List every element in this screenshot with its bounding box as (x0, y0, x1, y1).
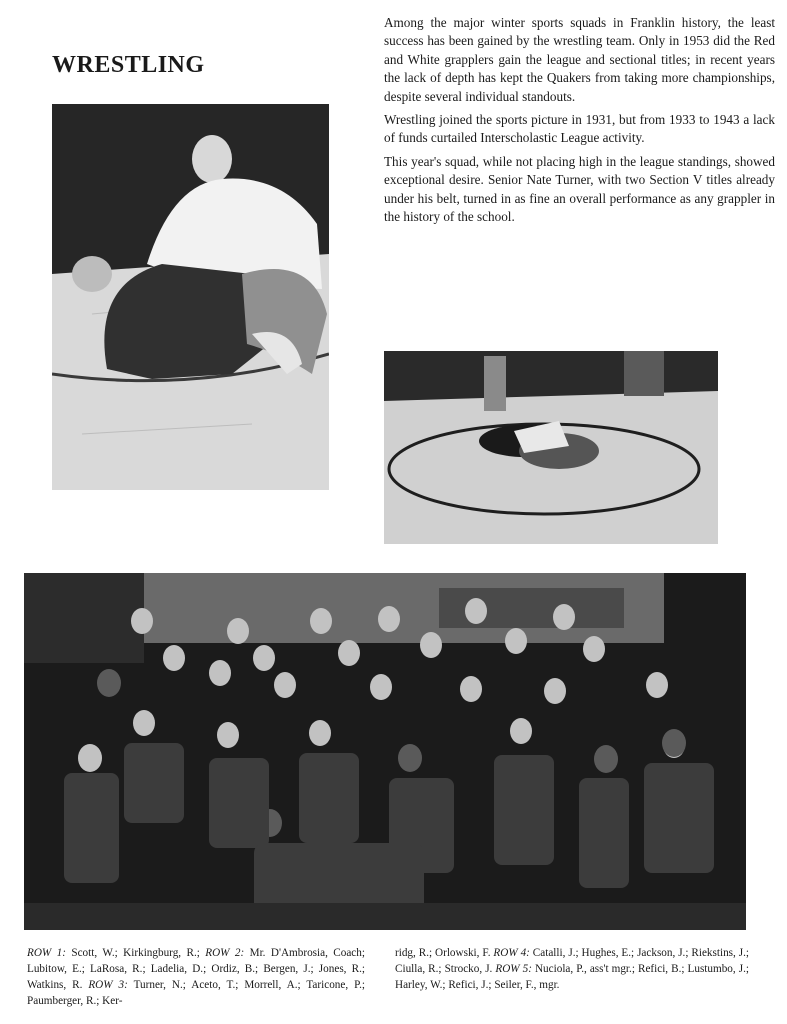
caption-names: Mr. D'Ambrosia, Coach; Lubitow, E.; LaRosa, R.; Ladelia, D.; Ordiz, B.; Bergen, J.; Jones, R.; Watkins, R. (27, 947, 365, 991)
team-group-photo (24, 573, 746, 930)
caption-names: Catalli, J.; Hughes, E.; Jackson, J.; Riekstins, J.; Ciulla, R.; Strocko, J. (395, 947, 749, 975)
caption-column-right (395, 945, 749, 1009)
wrestling-match-photo (384, 351, 718, 544)
caption-row-label: ROW 2: (205, 947, 245, 959)
caption-column-left (27, 945, 365, 1009)
photo-caption (27, 945, 749, 1009)
caption-row-label: ROW 4: (493, 947, 530, 959)
caption-names: Nuciola, P., ass't mgr.; Refici, B.; Lustumbo, J.; Harley, W.; Refici, J.; Seiler, F., mgr. (395, 963, 749, 991)
coach-demonstration-photo (52, 104, 329, 490)
caption-names: Scott, W.; Kirkingburg, R.; (65, 947, 206, 959)
intro-paragraph: Wrestling joined the sports picture in 1931, but from 1933 to 1943 a lack of funds curtailed Interscholastic League activity. (384, 112, 775, 146)
caption-names: ridg, R.; Orlowski, F. (395, 947, 494, 959)
caption-row-label: ROW 1: (27, 947, 66, 959)
page-title: WRESTLING (52, 52, 205, 78)
caption-row-label: ROW 5: (495, 963, 532, 975)
intro-paragraph: This year's squad, while not placing high in the league standings, showed exceptional desire. Senior Nate Turner, with two Section V titles already under his belt, turned in as fine an overall performance as any grappler in the history of the school. (384, 153, 775, 225)
intro-paragraph: Among the major winter sports squads in Franklin history, the least success has been gained by the wrestling team. Only in 1953 did the Red and White grapplers gain the league and sectional titles; in recent years the lack of depth has kept the Quakers from taking more championships, despite several individual standouts. (384, 15, 775, 104)
caption-row-label: ROW 3: (88, 979, 128, 991)
caption-names: Turner, N.; Aceto, T.; Morrell, A.; Taricone, P.; Paumberger, R.; Ker- (27, 979, 365, 1007)
intro-text (384, 14, 775, 231)
